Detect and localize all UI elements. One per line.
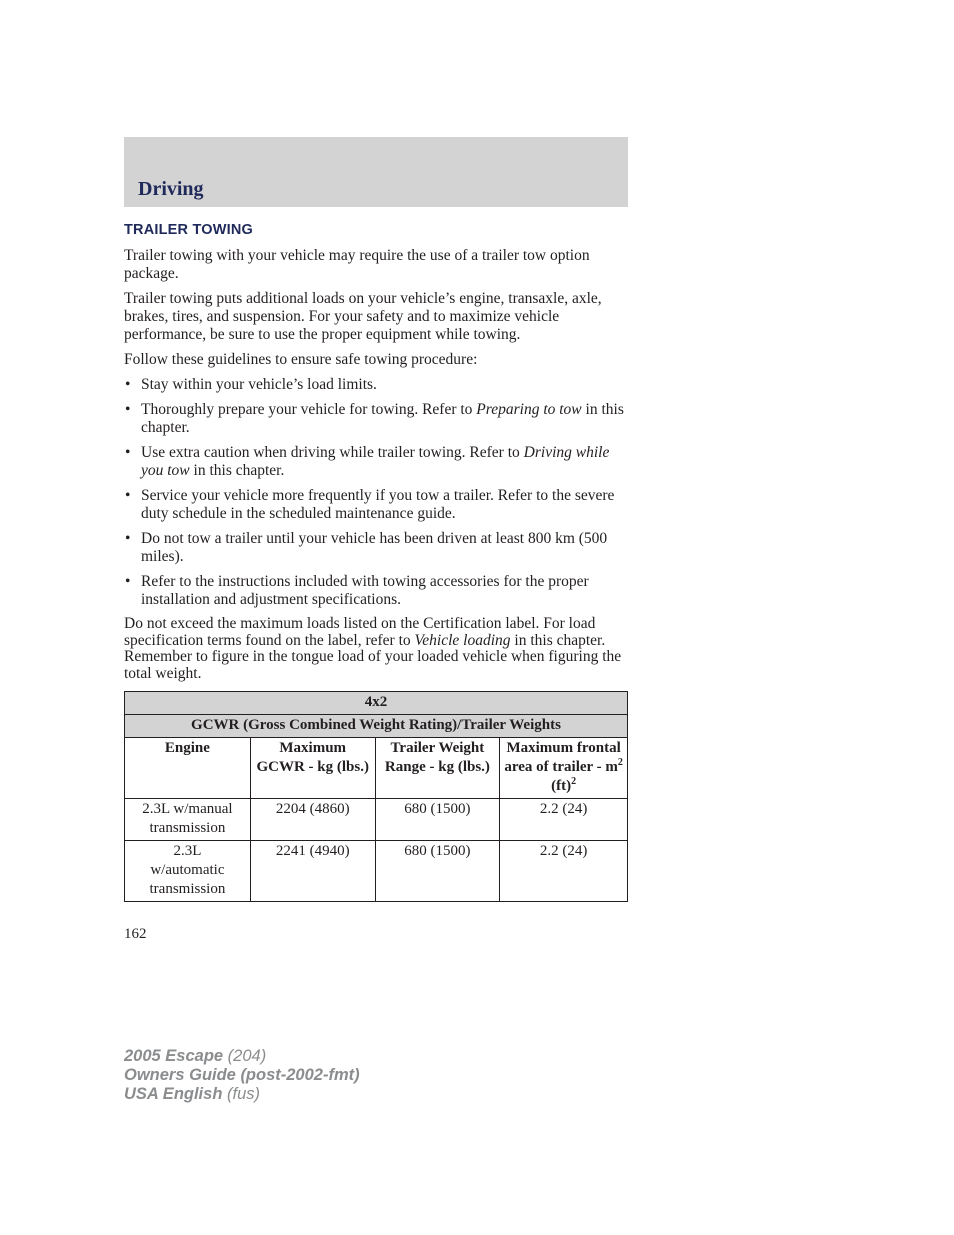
footer-code: (204) xyxy=(223,1047,267,1065)
cell-frontal-area: 2.2 (24) xyxy=(500,841,628,902)
list-item xyxy=(124,444,628,480)
document-footer xyxy=(124,1047,360,1104)
cell-gcwr: 2241 (4940) xyxy=(250,841,375,902)
footer-code: (fus) xyxy=(222,1085,260,1103)
table-row xyxy=(125,799,628,841)
list-item-text: Stay within your vehicle’s load limits. xyxy=(141,376,377,393)
list-item xyxy=(124,530,628,566)
list-item-text: in this chapter. xyxy=(141,401,624,436)
list-item-text: Use extra caution when driving while trailer towing. Refer to xyxy=(141,444,524,461)
intro-paragraph-3: Follow these guidelines to ensure safe towing procedure: xyxy=(124,351,478,368)
table-header-row xyxy=(125,738,628,799)
footer-line xyxy=(124,1085,360,1104)
footer-model: 2005 Escape xyxy=(124,1047,224,1065)
closing-paragraph xyxy=(124,616,628,682)
cell-trailer-weight: 680 (1500) xyxy=(375,841,500,902)
footer-language: USA English xyxy=(124,1085,223,1103)
bullet-icon: • xyxy=(125,573,131,590)
cell-frontal-area: 2.2 (24) xyxy=(500,799,628,841)
cell-gcwr: 2204 (4860) xyxy=(250,799,375,841)
chapter-title: Driving xyxy=(138,178,204,200)
bullet-icon: • xyxy=(125,444,131,461)
main-content xyxy=(124,221,628,902)
closing-text: in this chapter. Remember to figure in the tongue load of your loaded vehicle when figuring the total weight. xyxy=(124,631,622,682)
table-subtitle: GCWR (Gross Combined Weight Rating)/Trailer Weights xyxy=(125,715,628,738)
page-number: 162 xyxy=(124,926,147,942)
header-text: Maximum frontal area of trailer - m xyxy=(504,740,621,775)
cross-reference: Driving while you tow xyxy=(141,444,610,479)
table-row xyxy=(125,841,628,902)
cross-reference: Vehicle loading xyxy=(414,631,511,649)
cell-engine: 2.3L w/automatic transmission xyxy=(125,841,251,902)
list-item xyxy=(124,573,628,609)
superscript: 2 xyxy=(617,757,623,768)
bullet-icon: • xyxy=(125,530,131,547)
list-item-text: Do not tow a trailer until your vehicle has been driven at least 800 km (500 miles). xyxy=(141,530,608,565)
column-header-frontal-area xyxy=(500,738,628,799)
superscript: 2 xyxy=(571,776,577,787)
list-item-text: Service your vehicle more frequently if you tow a trailer. Refer to the severe duty schedule in the scheduled maintenance guide. xyxy=(141,487,615,522)
list-item-text: Thoroughly prepare your vehicle for towing. Refer to xyxy=(141,401,477,418)
header-text: (ft) xyxy=(551,778,572,794)
column-header-trailer-weight: Trailer Weight Range - kg (lbs.) xyxy=(375,738,500,799)
column-header-engine: Engine xyxy=(125,738,251,799)
cross-reference: Preparing to tow xyxy=(476,401,582,418)
cell-engine: 2.3L w/manual transmission xyxy=(125,799,251,841)
bullet-icon: • xyxy=(125,487,131,504)
chapter-header-band xyxy=(124,137,628,207)
footer-line xyxy=(124,1047,360,1066)
column-header-gcwr: Maximum GCWR - kg (lbs.) xyxy=(250,738,375,799)
list-item xyxy=(124,376,628,394)
towing-weights-table xyxy=(124,691,628,902)
footer-line xyxy=(124,1066,360,1085)
list-item xyxy=(124,487,628,523)
table-title: 4x2 xyxy=(125,692,628,715)
guidelines-list xyxy=(124,376,628,609)
closing-text: Do not exceed the maximum loads listed on the Certification label. For load specification terms found on the label, refer to xyxy=(124,615,596,649)
bullet-icon: • xyxy=(125,401,131,418)
list-item-text: in this chapter. xyxy=(189,462,285,479)
list-item xyxy=(124,401,628,437)
intro-paragraph-2: Trailer towing puts additional loads on your vehicle’s engine, transaxle, axle, brakes, tires, and suspension. For your safety and to maximize vehicle performance, be sure to use the proper equipment while towing. xyxy=(124,290,602,343)
intro-paragraph-1: Trailer towing with your vehicle may require the use of a trailer tow option package. xyxy=(124,247,590,282)
cell-trailer-weight: 680 (1500) xyxy=(375,799,500,841)
list-item-text: Refer to the instructions included with towing accessories for the proper installation and adjustment specifications. xyxy=(141,573,589,608)
footer-guide: Owners Guide (post-2002-fmt) xyxy=(124,1066,360,1084)
bullet-icon: • xyxy=(125,376,131,393)
section-title: TRAILER TOWING xyxy=(124,222,253,238)
